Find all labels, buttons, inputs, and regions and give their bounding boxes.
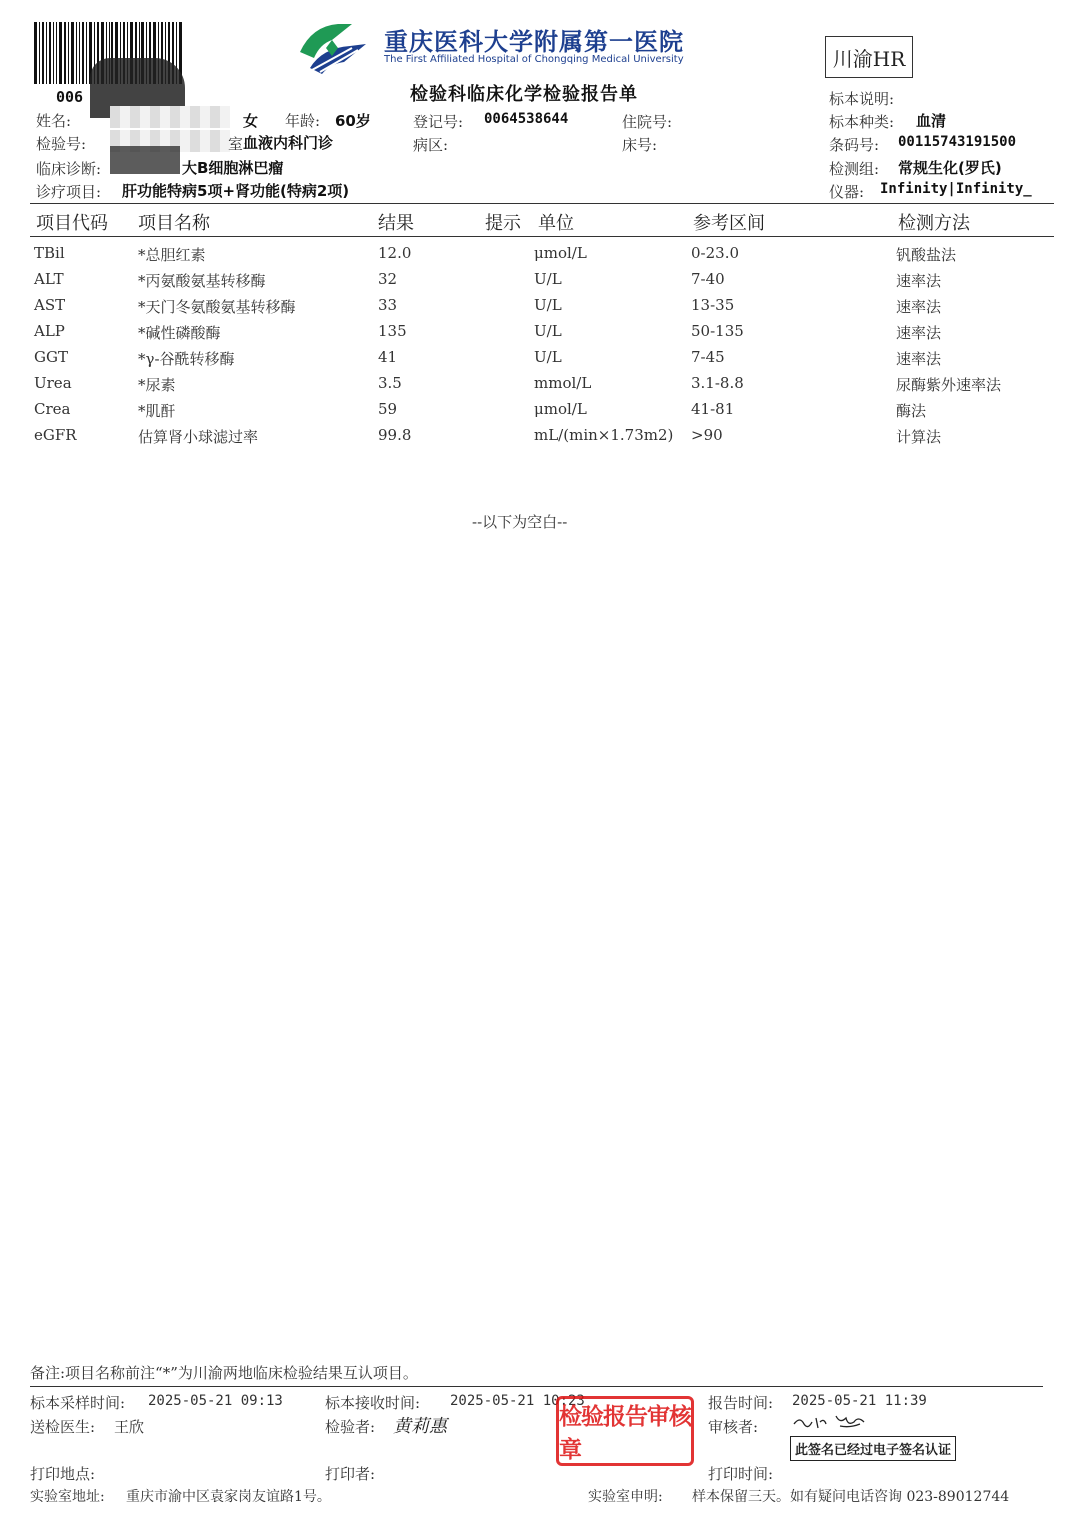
items-label: 诊疗项目: — [36, 183, 102, 201]
cell-unit: mmol/L — [534, 374, 592, 392]
lab-address-label: 实验室地址: — [30, 1489, 105, 1505]
name-label: 姓名: — [36, 112, 72, 130]
cell-range: 7-45 — [691, 348, 725, 366]
dept-value: 血液内科门诊 — [243, 134, 334, 152]
doctor-label: 送检医生: — [30, 1418, 96, 1436]
report-title: 检验科临床化学检验报告单 — [410, 84, 638, 105]
items-value: 肝功能特病5项+肾功能(特病2项) — [122, 182, 350, 200]
print-place-label: 打印地点: — [30, 1465, 96, 1483]
col-header-name: 项目名称 — [138, 213, 210, 234]
group-label: 检测组: — [829, 160, 880, 178]
cell-result: 12.0 — [378, 244, 412, 262]
cell-code: AST — [34, 296, 66, 314]
cell-unit: μmol/L — [534, 244, 587, 262]
cell-name: *尿素 — [138, 376, 176, 394]
test-no-label: 检验号: — [36, 135, 87, 153]
cell-name: *天门冬氨酸氨基转移酶 — [138, 298, 296, 316]
hospital-name-cn: 重庆医科大学附属第一医院 — [384, 28, 684, 56]
cell-result: 99.8 — [378, 426, 412, 444]
age-label: 年龄: — [285, 112, 321, 130]
cell-method: 速率法 — [896, 324, 942, 342]
cell-unit: U/L — [534, 348, 562, 366]
cell-range: 50-135 — [691, 322, 744, 340]
tester-label: 检验者: — [325, 1418, 376, 1436]
cell-result: 41 — [378, 348, 398, 366]
hospital-logo-icon — [292, 18, 372, 76]
specimen-type-value: 血清 — [916, 112, 947, 130]
bed-label: 床号: — [622, 136, 658, 154]
print-time-label: 打印时间: — [708, 1465, 774, 1483]
header-top-rule — [30, 203, 1054, 204]
age-value: 60岁 — [335, 112, 371, 130]
footer-rule — [30, 1386, 1043, 1387]
dept-label-suffix: 室: — [228, 135, 249, 153]
cell-method: 速率法 — [896, 350, 942, 368]
hospital-name-en: The First Affiliated Hospital of Chongqing Medical University — [384, 54, 684, 65]
e-signature-cert: 此签名已经过电子签名认证 — [790, 1436, 956, 1461]
collect-time-value: 2025-05-21 09:13 — [148, 1393, 283, 1409]
lab-address-value: 重庆市渝中区袁家岗友谊路1号。 — [126, 1489, 331, 1505]
sex-value: 女 — [243, 112, 259, 130]
cell-code: eGFR — [34, 426, 77, 444]
review-stamp: 检验报告审核章 — [556, 1396, 694, 1466]
cell-code: GGT — [34, 348, 68, 366]
cell-code: TBil — [34, 244, 65, 262]
cell-unit: mL/(min×1.73m2) — [534, 426, 674, 444]
barcode-label: 条码号: — [829, 136, 880, 154]
cell-name: *总胆红素 — [138, 246, 206, 264]
end-marker: --以下为空白-- — [472, 513, 568, 531]
col-header-code: 项目代码 — [36, 213, 108, 234]
report-time-label: 报告时间: — [708, 1394, 774, 1412]
cell-range: 0-23.0 — [691, 244, 740, 262]
barcode-value: 00115743191500 — [898, 134, 1017, 150]
col-header-method: 检测方法 — [898, 213, 970, 234]
col-header-result: 结果 — [378, 213, 414, 234]
redacted-diagnosis — [110, 146, 180, 174]
cell-range: 7-40 — [691, 270, 725, 288]
cell-unit: U/L — [534, 322, 562, 340]
cell-method: 速率法 — [896, 298, 942, 316]
printer-label: 打印者: — [325, 1465, 376, 1483]
cell-method: 钒酸盐法 — [896, 246, 957, 264]
cell-name: *丙氨酸氨基转移酶 — [138, 272, 266, 290]
cell-name: 估算肾小球滤过率 — [138, 428, 259, 446]
cell-result: 33 — [378, 296, 398, 314]
cell-unit: μmol/L — [534, 400, 587, 418]
ward-label: 病区: — [413, 136, 449, 154]
receive-time-label: 标本接收时间: — [325, 1394, 421, 1412]
lab-statement-label: 实验室申明: — [588, 1489, 663, 1505]
specimen-note-label: 标本说明: — [829, 90, 895, 108]
cell-result: 135 — [378, 322, 407, 340]
reg-label: 登记号: — [413, 113, 464, 131]
cell-range: 3.1-8.8 — [691, 374, 744, 392]
tester-signature: 黄莉惠 — [393, 1416, 447, 1437]
redacted-name — [110, 106, 230, 128]
group-value: 常规生化(罗氏) — [898, 159, 1002, 177]
instrument-value: Infinity|Infinity_ — [880, 181, 1032, 197]
diagnosis-label: 临床诊断: — [36, 160, 102, 178]
cell-result: 3.5 — [378, 374, 402, 392]
cell-name: *肌酐 — [138, 402, 176, 420]
reg-value: 0064538644 — [484, 111, 569, 127]
cell-code: ALP — [34, 322, 65, 340]
remark: 备注:项目名称前注“*”为川渝两地临床检验结果互认项目。 — [30, 1364, 418, 1382]
cell-method: 计算法 — [896, 428, 942, 446]
col-header-unit: 单位 — [538, 213, 574, 234]
collect-time-label: 标本采样时间: — [30, 1394, 126, 1412]
cell-result: 59 — [378, 400, 398, 418]
cell-unit: U/L — [534, 270, 562, 288]
cell-code: Crea — [34, 400, 71, 418]
cell-result: 32 — [378, 270, 398, 288]
cell-code: Urea — [34, 374, 72, 392]
cell-range: >90 — [691, 426, 723, 444]
cell-name: *碱性磷酸酶 — [138, 324, 221, 342]
lab-statement-value: 样本保留三天。如有疑问电话咨询 023-89012744 — [692, 1489, 1010, 1505]
receive-time-value: 2025-05-21 10:23 — [450, 1393, 585, 1409]
cell-name: *γ-谷酰转移酶 — [138, 350, 235, 368]
cell-method: 速率法 — [896, 272, 942, 290]
doctor-value: 王欣 — [114, 1418, 145, 1436]
diagnosis-value: 大B细胞淋巴瘤 — [182, 159, 284, 177]
reviewer-label: 审核者: — [708, 1418, 759, 1436]
header-bottom-rule — [30, 236, 1054, 237]
col-header-flag: 提示 — [485, 213, 521, 234]
cell-unit: U/L — [534, 296, 562, 314]
chuanyu-hr-badge: 川渝HR — [825, 36, 913, 78]
instrument-label: 仪器: — [829, 183, 865, 201]
cell-method: 尿酶紫外速率法 — [896, 376, 1002, 394]
report-time-value: 2025-05-21 11:39 — [792, 1393, 927, 1409]
barcode-number: 006 — [56, 88, 84, 106]
specimen-type-label: 标本种类: — [829, 113, 895, 131]
inpatient-label: 住院号: — [622, 113, 673, 131]
reviewer-signature-icon — [790, 1410, 870, 1432]
cell-code: ALT — [34, 270, 64, 288]
cell-range: 13-35 — [691, 296, 735, 314]
col-header-range: 参考区间 — [693, 213, 765, 234]
cell-method: 酶法 — [896, 402, 927, 420]
cell-range: 41-81 — [691, 400, 735, 418]
